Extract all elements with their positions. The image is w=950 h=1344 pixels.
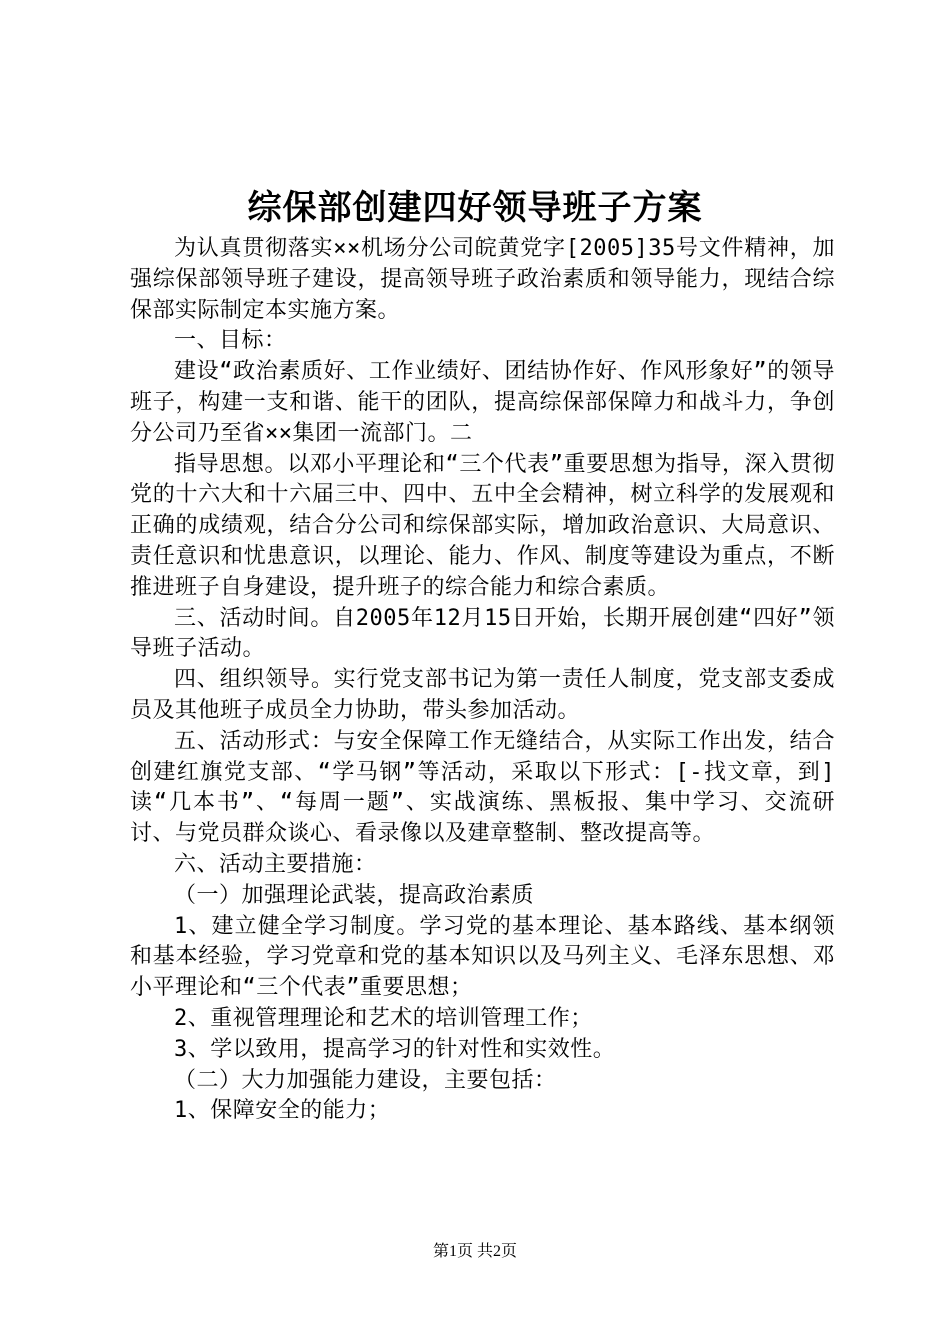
paragraph-item-1: 1、建立健全学习制度。学习党的基本理论、基本路线、基本纲领和基本经验，学习党章和党的基本知识以及马列主义、毛泽东思想、邓小平理论和“三个代表”重要思想； xyxy=(130,913,835,1001)
paragraph-item-2: 2、重视管理理论和艺术的培训管理工作； xyxy=(174,1005,593,1031)
paragraph-item-3: 3、学以致用，提高学习的针对性和实效性。 xyxy=(174,1036,616,1062)
paragraph-subheading-1: （一）加强理论武装，提高政治素质 xyxy=(174,882,535,908)
paragraph-goal: 建设“政治素质好、工作业绩好、团结协作好、作风形象好”的领导班子，构建一支和谐、能干的团队，提高综保部保障力和战斗力，争创分公司乃至省××集团一流部门。二 xyxy=(130,359,835,446)
document-body xyxy=(130,234,835,1127)
paragraph-activity-form: 五、活动形式：与安全保障工作无缝结合，从实际工作出发，结合创建红旗党支部、“学马钢”等活动，采取以下形式：[-找文章，到]读“几本书”、“每周一题”、实战演练、黑板报、集中学习、交流研讨、与党员群众谈心、看录像以及建章整制、整改提高等。 xyxy=(130,728,835,847)
paragraph-subheading-2: （二）大力加强能力建设，主要包括： xyxy=(174,1067,557,1093)
paragraph-intro: 为认真贯彻落实××机场分公司皖黄党字[2005]35号文件精神，加强综保部领导班子建设，提高领导班子政治素质和领导能力，现结合综保部实际制定本实施方案。 xyxy=(130,236,835,323)
paragraph-measures-heading: 六、活动主要措施： xyxy=(174,851,377,877)
paragraph-item-4: 1、保障安全的能力； xyxy=(174,1098,391,1124)
document-title: 综保部创建四好领导班子方案 xyxy=(247,188,703,228)
page-footer: 第1页 共2页 xyxy=(432,1243,517,1260)
paragraph-leadership: 四、组织领导。实行党支部书记为第一责任人制度，党支部支委成员及其他班子成员全力协助，带头参加活动。 xyxy=(130,667,835,723)
paragraph-goal-heading: 一、目标： xyxy=(174,328,287,354)
paragraph-guiding-thought: 指导思想。以邓小平理论和“三个代表”重要思想为指导，深入贯彻党的十六大和十六届三中、四中、五中全会精神，树立科学的发展观和正确的成绩观，结合分公司和综保部实际，增加政治意识、大局意识、责任意识和忧患意识，以理论、能力、作风、制度等建设为重点，不断推进班子自身建设，提升班子的综合能力和综合素质。 xyxy=(130,451,835,600)
paragraph-activity-time: 三、活动时间。自2005年12月15日开始，长期开展创建“四好”领导班子活动。 xyxy=(130,605,835,662)
